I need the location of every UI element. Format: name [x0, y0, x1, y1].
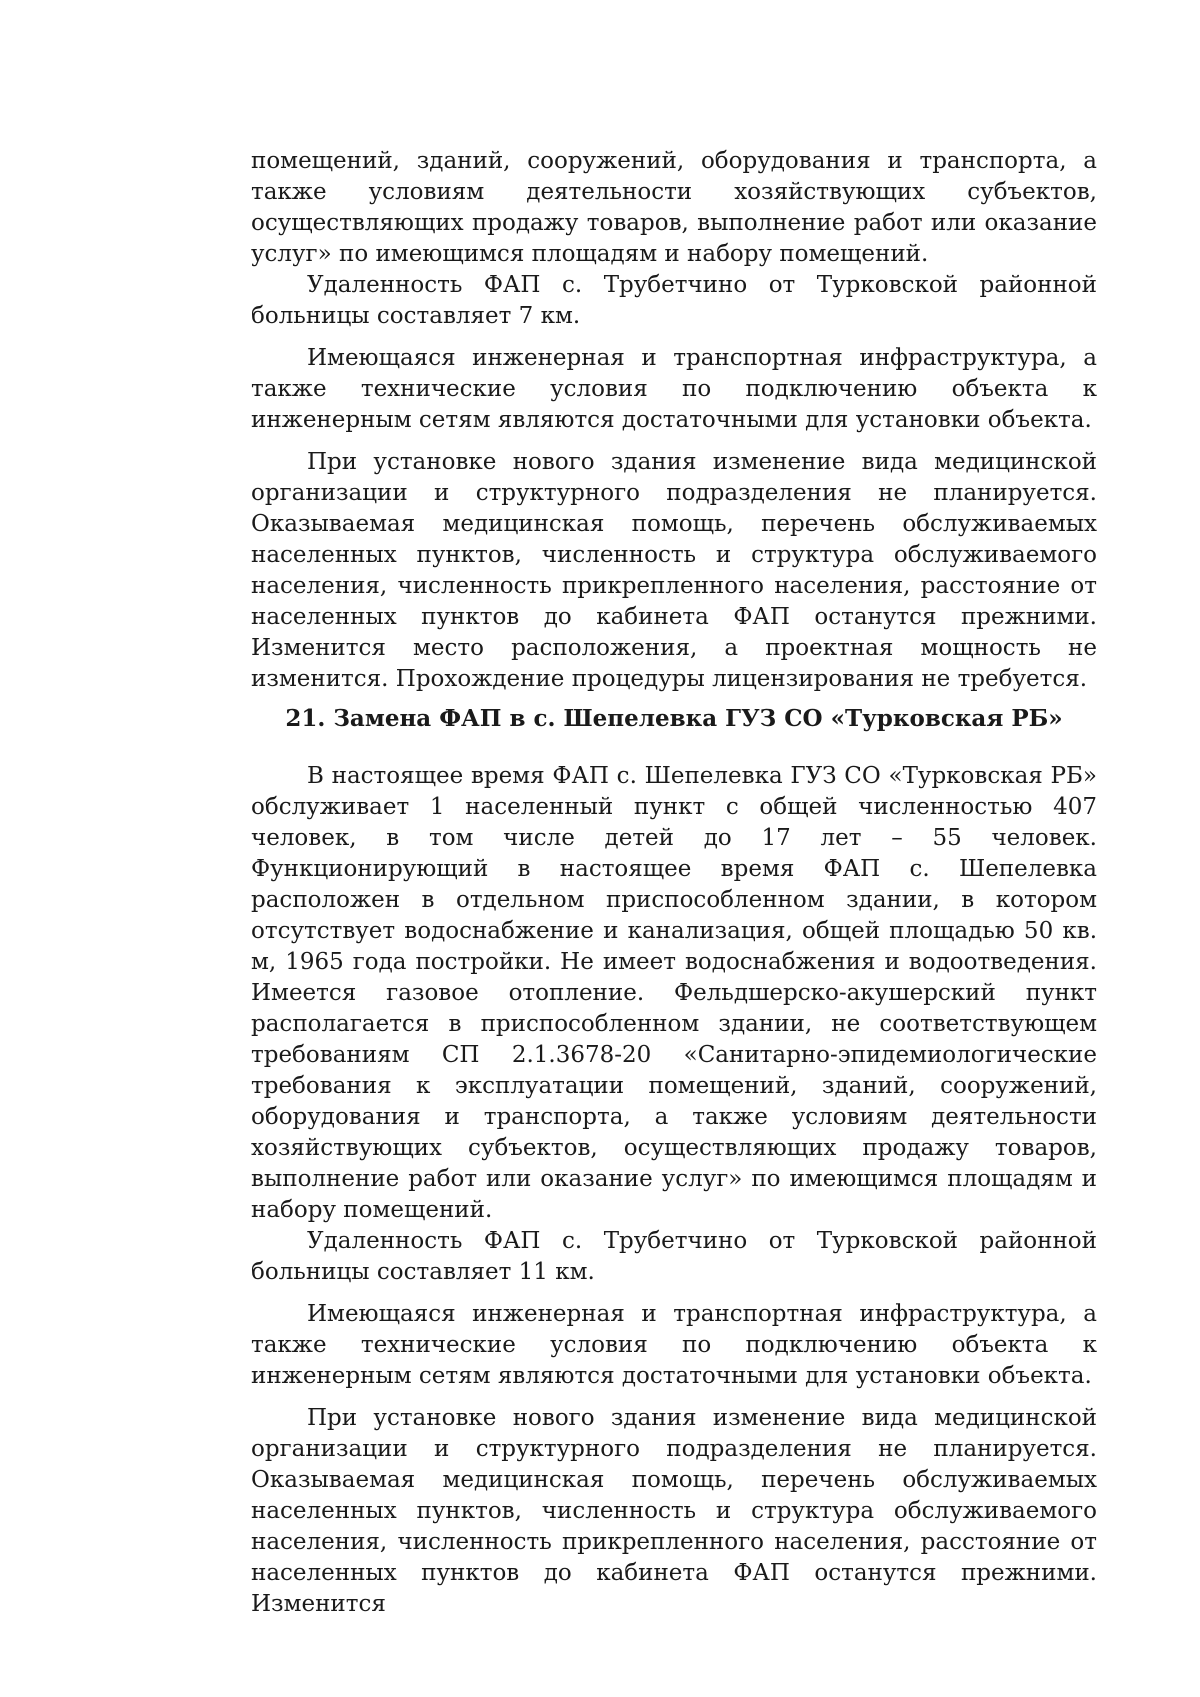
paragraph-current-state: В настоящее время ФАП с. Шепелевка ГУЗ СО «Турковская РБ» обслуживает 1 населенный пункт с общей численностью 407 человек, в том числе детей до 17 лет – 55 человек. Функционирующий в настоящее время ФАП с. Шепелевка расположен в отдельном приспособленном здании, в котором отсутствует водоснабжение и канализация, общей площадью 50 кв. м, 1965 года постройки. Не имеет водоснабжения и водоотведения. Имеется газовое отопление. Фельдшерско-акушерский пункт располагается в приспособленном здании, не соответствующем требованиям СП 2.1.3678-20 «Санитарно-эпидемиологические требования к эксплуатации помещений, зданий, сооружений, оборудования и транспорта, а также условиям деятельности хозяйствующих субъектов, осуществляющих продажу товаров, выполнение работ или оказание услуг» по имеющимся площадям и набору помещений. — [251, 763, 1097, 1223]
paragraph-distance: Удаленность ФАП с. Трубетчино от Турковской районной больницы составляет 11 км. — [251, 1228, 1097, 1285]
paragraph-infrastructure: Имеющаяся инженерная и транспортная инфраструктура, а также технические условия по подключению объекта к инженерным сетям являются достаточными для установки объекта. — [251, 345, 1097, 433]
section-heading: 21. Замена ФАП в с. Шепелевка ГУЗ СО «Турковская РБ» — [285, 705, 1063, 732]
bottom-text-block — [251, 761, 1097, 1620]
paragraph-continuation: помещений, зданий, сооружений, оборудования и транспорта, а также условиям деятельности хозяйствующих субъектов, осуществляющих продажу товаров, выполнение работ или оказание услуг» по имеющимся площадям и набору помещений. — [251, 148, 1097, 267]
paragraph-installation: При установке нового здания изменение вида медицинской организации и структурного подразделения не планируется. Оказываемая медицинская помощь, перечень обслуживаемых населенных пунктов, численность и структура обслуживаемого населения, численность прикрепленного населения, расстояние от населенных пунктов до кабинета ФАП останутся прежними. Изменится — [251, 1405, 1097, 1617]
paragraph-infrastructure: Имеющаяся инженерная и транспортная инфраструктура, а также технические условия по подключению объекта к инженерным сетям являются достаточными для установки объекта. — [251, 1301, 1097, 1389]
top-text-block — [251, 146, 1097, 695]
paragraph-installation: При установке нового здания изменение вида медицинской организации и структурного подразделения не планируется. Оказываемая медицинская помощь, перечень обслуживаемых населенных пунктов, численность и структура обслуживаемого населения, численность прикрепленного населения, расстояние от населенных пунктов до кабинета ФАП останутся прежними. Изменится место расположения, а проектная мощность не изменится. Прохождение процедуры лицензирования не требуется. — [251, 449, 1097, 692]
paragraph-distance: Удаленность ФАП с. Трубетчино от Турковской районной больницы составляет 7 км. — [251, 272, 1097, 329]
